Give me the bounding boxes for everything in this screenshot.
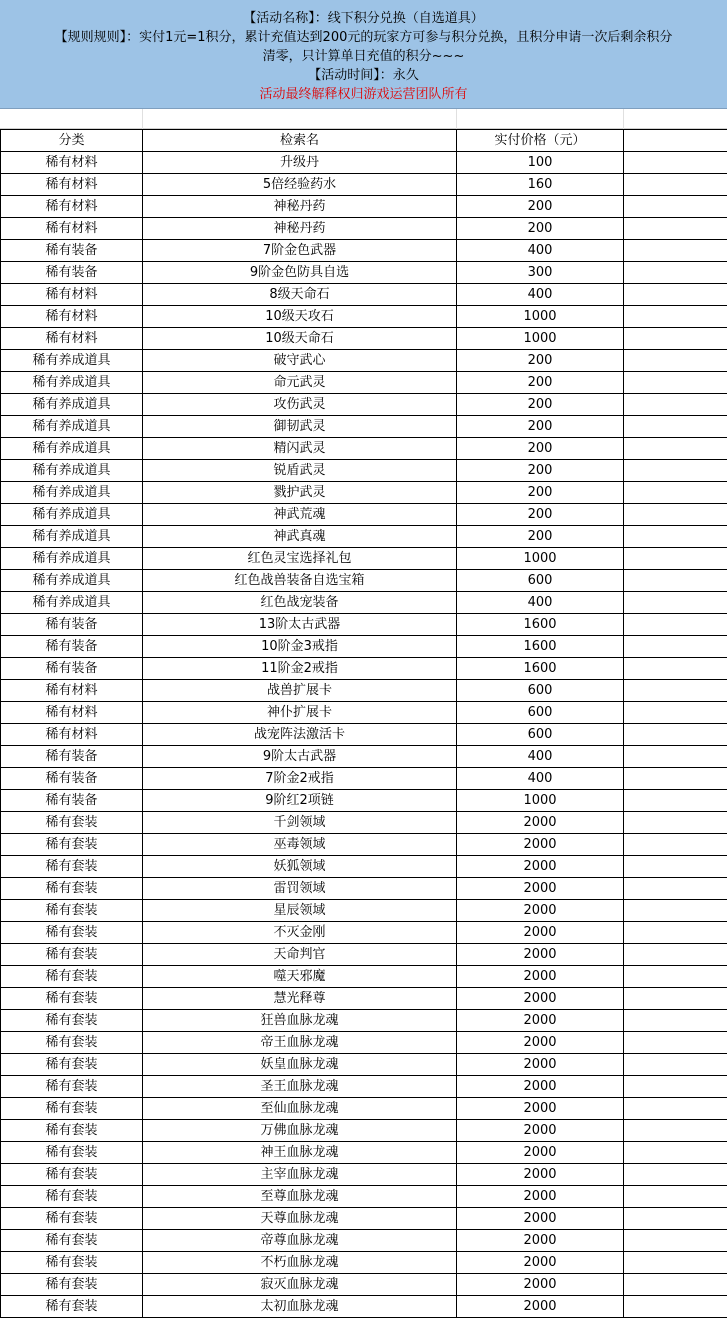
cell-category: 稀有养成道具 — [1, 592, 143, 614]
cell-price: 200 — [457, 416, 624, 438]
table-row — [1, 1208, 727, 1230]
spacer-row — [0, 109, 727, 129]
cell-price: 2000 — [457, 1054, 624, 1076]
cell-price: 300 — [457, 262, 624, 284]
cell-category: 稀有养成道具 — [1, 350, 143, 372]
cell-price: 2000 — [457, 988, 624, 1010]
cell-category: 稀有养成道具 — [1, 526, 143, 548]
cell-item-name: 战兽扩展卡 — [143, 680, 457, 702]
cell-empty — [624, 526, 727, 548]
cell-price: 200 — [457, 350, 624, 372]
cell-item-name: 红色战宠装备 — [143, 592, 457, 614]
cell-category: 稀有套装 — [1, 1164, 143, 1186]
table-row — [1, 966, 727, 988]
table-row — [1, 306, 727, 328]
table-header-row — [1, 130, 727, 152]
cell-category: 稀有套装 — [1, 922, 143, 944]
table-row — [1, 240, 727, 262]
cell-empty — [624, 878, 727, 900]
table-row — [1, 1230, 727, 1252]
cell-price: 2000 — [457, 1274, 624, 1296]
cell-price: 100 — [457, 152, 624, 174]
cell-empty — [624, 240, 727, 262]
cell-category: 稀有套装 — [1, 1274, 143, 1296]
cell-price: 2000 — [457, 812, 624, 834]
table-row — [1, 284, 727, 306]
cell-category: 稀有装备 — [1, 746, 143, 768]
cell-price: 2000 — [457, 1076, 624, 1098]
cell-item-name: 妖狐领域 — [143, 856, 457, 878]
cell-empty — [624, 350, 727, 372]
cell-item-name: 慧光释尊 — [143, 988, 457, 1010]
cell-item-name: 神仆扩展卡 — [143, 702, 457, 724]
cell-item-name: 战宠阵法激活卡 — [143, 724, 457, 746]
cell-price: 200 — [457, 218, 624, 240]
cell-item-name: 9阶金色防具自选 — [143, 262, 457, 284]
cell-category: 稀有养成道具 — [1, 504, 143, 526]
cell-item-name: 5倍经验药水 — [143, 174, 457, 196]
cell-item-name: 不灭金刚 — [143, 922, 457, 944]
cell-price: 1600 — [457, 636, 624, 658]
table-row — [1, 658, 727, 680]
cell-empty — [624, 284, 727, 306]
cell-category: 稀有材料 — [1, 680, 143, 702]
cell-category: 稀有套装 — [1, 1142, 143, 1164]
cell-item-name: 不朽血脉龙魂 — [143, 1252, 457, 1274]
cell-price: 400 — [457, 284, 624, 306]
cell-empty — [624, 900, 727, 922]
cell-item-name: 升级丹 — [143, 152, 457, 174]
table-row — [1, 790, 727, 812]
cell-empty — [624, 152, 727, 174]
cell-price: 200 — [457, 482, 624, 504]
cell-item-name: 狂兽血脉龙魂 — [143, 1010, 457, 1032]
table-row — [1, 1274, 727, 1296]
cell-price: 200 — [457, 394, 624, 416]
cell-item-name: 雷罚领域 — [143, 878, 457, 900]
table-row — [1, 526, 727, 548]
cell-category: 稀有装备 — [1, 790, 143, 812]
cell-empty — [624, 768, 727, 790]
cell-category: 稀有材料 — [1, 284, 143, 306]
table-row — [1, 482, 727, 504]
table-row — [1, 152, 727, 174]
cell-price: 2000 — [457, 834, 624, 856]
cell-empty — [624, 504, 727, 526]
cell-price: 400 — [457, 592, 624, 614]
cell-category: 稀有套装 — [1, 944, 143, 966]
table-row — [1, 1186, 727, 1208]
cell-item-name: 妖皇血脉龙魂 — [143, 1054, 457, 1076]
cell-empty — [624, 438, 727, 460]
cell-category: 稀有材料 — [1, 724, 143, 746]
cell-empty — [624, 856, 727, 878]
cell-empty — [624, 1296, 727, 1318]
cell-empty — [624, 1098, 727, 1120]
cell-empty — [624, 1076, 727, 1098]
cell-price: 2000 — [457, 856, 624, 878]
cell-empty — [624, 966, 727, 988]
cell-empty — [624, 1186, 727, 1208]
disclaimer: 活动最终解释权归游戏运营团队所有 — [0, 85, 727, 104]
cell-item-name: 帝尊血脉龙魂 — [143, 1230, 457, 1252]
cell-price: 160 — [457, 174, 624, 196]
table-row — [1, 262, 727, 284]
cell-item-name: 7阶金2戒指 — [143, 768, 457, 790]
cell-category: 稀有养成道具 — [1, 416, 143, 438]
cell-item-name: 攻伤武灵 — [143, 394, 457, 416]
cell-empty — [624, 328, 727, 350]
table-row — [1, 746, 727, 768]
activity-banner — [0, 0, 727, 109]
cell-price: 2000 — [457, 1120, 624, 1142]
table-row — [1, 592, 727, 614]
cell-category: 稀有套装 — [1, 878, 143, 900]
cell-category: 稀有材料 — [1, 306, 143, 328]
table-row — [1, 636, 727, 658]
activity-time: 【活动时间】：永久 — [0, 66, 727, 85]
cell-price: 200 — [457, 372, 624, 394]
cell-item-name: 精闪武灵 — [143, 438, 457, 460]
cell-empty — [624, 262, 727, 284]
table-row — [1, 812, 727, 834]
cell-price: 1000 — [457, 790, 624, 812]
cell-category: 稀有养成道具 — [1, 548, 143, 570]
cell-price: 1000 — [457, 306, 624, 328]
cell-empty — [624, 1252, 727, 1274]
table-row — [1, 922, 727, 944]
cell-item-name: 10级天命石 — [143, 328, 457, 350]
cell-category: 稀有材料 — [1, 174, 143, 196]
cell-category: 稀有套装 — [1, 900, 143, 922]
cell-item-name: 红色灵宝选择礼包 — [143, 548, 457, 570]
cell-category: 稀有套装 — [1, 1186, 143, 1208]
cell-price: 200 — [457, 526, 624, 548]
cell-item-name: 神秘丹药 — [143, 218, 457, 240]
cell-price: 2000 — [457, 1010, 624, 1032]
cell-empty — [624, 724, 727, 746]
cell-item-name: 神武荒魂 — [143, 504, 457, 526]
table-row — [1, 1098, 727, 1120]
cell-item-name: 太初血脉龙魂 — [143, 1296, 457, 1318]
cell-price: 600 — [457, 724, 624, 746]
cell-price: 200 — [457, 504, 624, 526]
cell-empty — [624, 944, 727, 966]
cell-price: 2000 — [457, 1252, 624, 1274]
cell-price: 600 — [457, 570, 624, 592]
cell-item-name: 天命判官 — [143, 944, 457, 966]
cell-price: 600 — [457, 680, 624, 702]
cell-category: 稀有套装 — [1, 856, 143, 878]
cell-price: 2000 — [457, 1296, 624, 1318]
cell-price: 1600 — [457, 614, 624, 636]
header-category: 分类 — [1, 130, 143, 152]
cell-price: 2000 — [457, 1098, 624, 1120]
cell-price: 1000 — [457, 548, 624, 570]
cell-empty — [624, 1274, 727, 1296]
activity-name: 【活动名称】：线下积分兑换（自选道具） — [0, 9, 727, 28]
cell-item-name: 锐盾武灵 — [143, 460, 457, 482]
cell-item-name: 7阶金色武器 — [143, 240, 457, 262]
cell-category: 稀有材料 — [1, 218, 143, 240]
cell-item-name: 8级天命石 — [143, 284, 457, 306]
table-row — [1, 350, 727, 372]
cell-item-name: 13阶太古武器 — [143, 614, 457, 636]
table-row — [1, 504, 727, 526]
table-row — [1, 548, 727, 570]
cell-empty — [624, 614, 727, 636]
price-table — [0, 129, 727, 1318]
table-row — [1, 1164, 727, 1186]
cell-price: 2000 — [457, 966, 624, 988]
cell-empty — [624, 790, 727, 812]
cell-empty — [624, 1054, 727, 1076]
table-row — [1, 768, 727, 790]
cell-empty — [624, 460, 727, 482]
cell-empty — [624, 834, 727, 856]
cell-empty — [624, 1032, 727, 1054]
cell-price: 200 — [457, 460, 624, 482]
cell-item-name: 寂灭血脉龙魂 — [143, 1274, 457, 1296]
table-row — [1, 460, 727, 482]
cell-price: 200 — [457, 196, 624, 218]
cell-empty — [624, 592, 727, 614]
cell-empty — [624, 812, 727, 834]
cell-category: 稀有材料 — [1, 702, 143, 724]
cell-empty — [624, 1010, 727, 1032]
cell-category: 稀有套装 — [1, 834, 143, 856]
cell-category: 稀有养成道具 — [1, 438, 143, 460]
cell-category: 稀有材料 — [1, 152, 143, 174]
table-row — [1, 900, 727, 922]
cell-category: 稀有套装 — [1, 1120, 143, 1142]
cell-empty — [624, 1142, 727, 1164]
table-row — [1, 394, 727, 416]
cell-category: 稀有装备 — [1, 636, 143, 658]
cell-price: 400 — [457, 240, 624, 262]
cell-item-name: 10级天攻石 — [143, 306, 457, 328]
header-price: 实付价格（元） — [457, 130, 624, 152]
cell-empty — [624, 416, 727, 438]
table-row — [1, 988, 727, 1010]
table-row — [1, 856, 727, 878]
table-row — [1, 834, 727, 856]
cell-category: 稀有装备 — [1, 614, 143, 636]
cell-category: 稀有套装 — [1, 1296, 143, 1318]
cell-item-name: 噬天邪魔 — [143, 966, 457, 988]
cell-category: 稀有套装 — [1, 1208, 143, 1230]
table-row — [1, 1032, 727, 1054]
cell-empty — [624, 394, 727, 416]
cell-category: 稀有装备 — [1, 658, 143, 680]
cell-category: 稀有材料 — [1, 196, 143, 218]
cell-empty — [624, 988, 727, 1010]
cell-item-name: 万佛血脉龙魂 — [143, 1120, 457, 1142]
cell-price: 400 — [457, 746, 624, 768]
cell-empty — [624, 548, 727, 570]
cell-price: 2000 — [457, 1230, 624, 1252]
cell-price: 2000 — [457, 922, 624, 944]
cell-item-name: 帝王血脉龙魂 — [143, 1032, 457, 1054]
cell-category: 稀有装备 — [1, 768, 143, 790]
cell-empty — [624, 570, 727, 592]
cell-empty — [624, 482, 727, 504]
cell-price: 2000 — [457, 1142, 624, 1164]
table-row — [1, 1010, 727, 1032]
cell-price: 200 — [457, 438, 624, 460]
cell-item-name: 至仙血脉龙魂 — [143, 1098, 457, 1120]
activity-rules: 【规则规则】：实付1元=1积分，累计充值达到200元的玩家方可参与积分兑换，且积分申请一次后剩余积分 — [0, 28, 727, 47]
cell-category: 稀有养成道具 — [1, 372, 143, 394]
cell-category: 稀有套装 — [1, 1054, 143, 1076]
cell-price: 2000 — [457, 878, 624, 900]
table-row — [1, 1142, 727, 1164]
cell-price: 1600 — [457, 658, 624, 680]
cell-item-name: 天尊血脉龙魂 — [143, 1208, 457, 1230]
cell-category: 稀有套装 — [1, 1032, 143, 1054]
cell-empty — [624, 218, 727, 240]
table-row — [1, 944, 727, 966]
table-row — [1, 570, 727, 592]
table-row — [1, 1120, 727, 1142]
cell-item-name: 神王血脉龙魂 — [143, 1142, 457, 1164]
table-row — [1, 680, 727, 702]
cell-category: 稀有材料 — [1, 328, 143, 350]
cell-category: 稀有套装 — [1, 966, 143, 988]
cell-item-name: 破守武心 — [143, 350, 457, 372]
cell-category: 稀有装备 — [1, 240, 143, 262]
cell-price: 2000 — [457, 1208, 624, 1230]
cell-category: 稀有套装 — [1, 988, 143, 1010]
cell-category: 稀有养成道具 — [1, 460, 143, 482]
cell-item-name: 神秘丹药 — [143, 196, 457, 218]
table-row — [1, 416, 727, 438]
table-row — [1, 614, 727, 636]
cell-item-name: 9阶红2项链 — [143, 790, 457, 812]
cell-empty — [624, 196, 727, 218]
cell-empty — [624, 1120, 727, 1142]
cell-item-name: 10阶金3戒指 — [143, 636, 457, 658]
cell-item-name: 命元武灵 — [143, 372, 457, 394]
cell-empty — [624, 1208, 727, 1230]
cell-item-name: 至尊血脉龙魂 — [143, 1186, 457, 1208]
cell-item-name: 圣王血脉龙魂 — [143, 1076, 457, 1098]
cell-item-name: 神武真魂 — [143, 526, 457, 548]
cell-empty — [624, 174, 727, 196]
cell-category: 稀有养成道具 — [1, 482, 143, 504]
cell-empty — [624, 702, 727, 724]
cell-price: 2000 — [457, 1032, 624, 1054]
cell-item-name: 巫毒领域 — [143, 834, 457, 856]
table-row — [1, 1076, 727, 1098]
cell-empty — [624, 1164, 727, 1186]
price-table-wrap — [0, 129, 727, 1318]
table-row — [1, 1252, 727, 1274]
cell-item-name: 主宰血脉龙魂 — [143, 1164, 457, 1186]
table-row — [1, 372, 727, 394]
cell-empty — [624, 680, 727, 702]
cell-category: 稀有套装 — [1, 1010, 143, 1032]
table-row — [1, 196, 727, 218]
table-row — [1, 724, 727, 746]
cell-category: 稀有套装 — [1, 1076, 143, 1098]
cell-category: 稀有套装 — [1, 1252, 143, 1274]
header-empty — [624, 130, 727, 152]
cell-price: 2000 — [457, 1164, 624, 1186]
cell-price: 2000 — [457, 900, 624, 922]
cell-price: 400 — [457, 768, 624, 790]
cell-item-name: 千剑领域 — [143, 812, 457, 834]
cell-category: 稀有养成道具 — [1, 394, 143, 416]
cell-category: 稀有套装 — [1, 812, 143, 834]
cell-empty — [624, 636, 727, 658]
table-row — [1, 878, 727, 900]
cell-item-name: 御韧武灵 — [143, 416, 457, 438]
cell-price: 2000 — [457, 1186, 624, 1208]
cell-empty — [624, 746, 727, 768]
activity-rules-cont: 清零，只计算单日充值的积分~~~ — [0, 47, 727, 66]
table-row — [1, 174, 727, 196]
cell-price: 2000 — [457, 944, 624, 966]
cell-empty — [624, 922, 727, 944]
cell-item-name: 11阶金2戒指 — [143, 658, 457, 680]
cell-empty — [624, 372, 727, 394]
cell-price: 600 — [457, 702, 624, 724]
header-search-name: 检索名 — [143, 130, 457, 152]
cell-empty — [624, 658, 727, 680]
table-row — [1, 438, 727, 460]
cell-category: 稀有装备 — [1, 262, 143, 284]
cell-item-name: 9阶太古武器 — [143, 746, 457, 768]
cell-empty — [624, 306, 727, 328]
cell-item-name: 星辰领域 — [143, 900, 457, 922]
cell-item-name: 戮护武灵 — [143, 482, 457, 504]
cell-category: 稀有套装 — [1, 1230, 143, 1252]
table-row — [1, 1296, 727, 1318]
cell-category: 稀有套装 — [1, 1098, 143, 1120]
table-row — [1, 702, 727, 724]
cell-item-name: 红色战兽装备自选宝箱 — [143, 570, 457, 592]
table-row — [1, 218, 727, 240]
table-row — [1, 1054, 727, 1076]
cell-empty — [624, 1230, 727, 1252]
cell-price: 1000 — [457, 328, 624, 350]
cell-category: 稀有养成道具 — [1, 570, 143, 592]
table-row — [1, 328, 727, 350]
